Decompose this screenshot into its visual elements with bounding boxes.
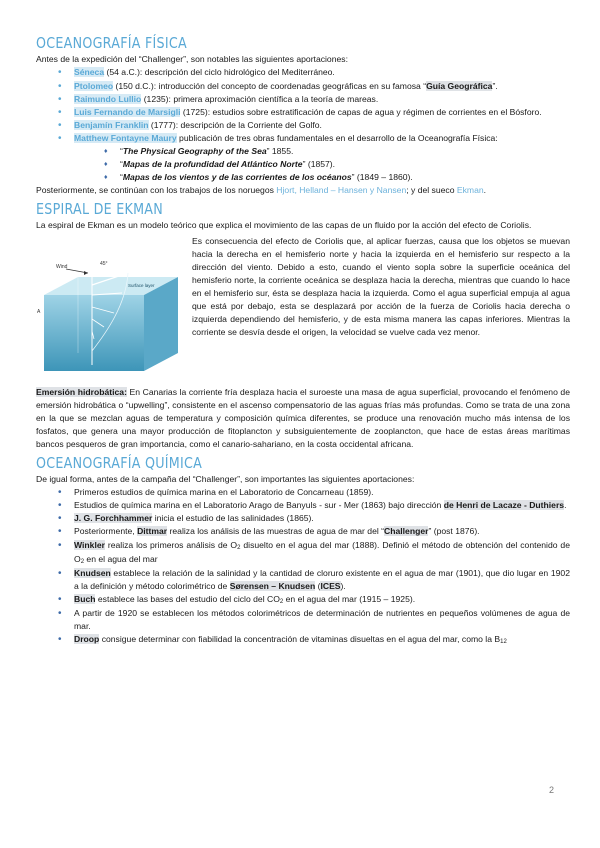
norwegian-names: Hjort, Helland – Hansen y Nansen [276,185,407,195]
section-title-fisica: OCEANOGRAFÍA FÍSICA [36,34,187,52]
item-text: inicia el estudio de las salinidades (1865). [152,513,314,524]
figure-label-wind: Wind [56,263,68,270]
work-year: ” (1857). [302,158,336,169]
fisica-intro: Antes de la expedición del “Challenger”, son notables las siguientes aportaciones: [36,54,348,65]
quote-open: “ [120,145,123,156]
emersion-text: En Canarias la corriente fría desplaza hacia el suroeste una masa de agua superficial, provocando el fenómeno de emersión hidrobática o “upwelling”, consistente en el ascenso compensatorio de las aguas frías más profundas. Como se trata de una zona en la que se mezclan aguas de temperatura y composición química diferentes, se produce una renovación mucho más intensa de los fosfatos, que genera una mayor producción de fitoplancton y subsiguientemente de zooplancton, que hace de estas áreas marítimas bancos pesqueros de gran importancia, como el canario-sahariano, en la costa occidental africana. [36,386,570,449]
list-item [36,525,570,538]
item-text: en el agua del mar [84,553,158,564]
subscript: 2 [237,544,241,551]
item-text: Posteriormente, [74,526,138,537]
person-name: Winkler [74,539,105,550]
item-text: ( [315,580,321,591]
list-item [36,132,570,145]
item-text: (1235): primera aproximación científica a la teoría de mareas. [141,93,379,104]
item-text: (54 a.C.): descripción del ciclo hidrológico del Mediterráneo. [104,67,335,78]
subscript: 12 [500,639,507,646]
outro-text: Posteriormente, se continúan con los trabajos de los noruegos [36,185,277,195]
quote-open: “ [120,158,123,169]
ekman-block [36,235,570,386]
person-name: J. G. Forchhammer [74,513,153,524]
person-name: Luis Fernando de Marsigli [74,106,181,117]
list-item [36,567,570,593]
list-item [36,106,570,119]
item-text: establece la relación de la salinidad y la cantidad de cloruro existente en el agua de mar (1901), que dio lugar en 1902 a la definición y método colorimétrico de [74,567,570,591]
list-item [36,119,570,132]
person-name: Séneca [74,67,105,78]
item-text: en el agua del mar (1915 – 1925). [283,593,416,604]
figure-label-angle: 45° [100,260,108,267]
person-name: Benjamín Franklin [74,119,149,130]
quimica-list [36,486,570,647]
ekman-body: Es consecuencia del efecto de Coriolis que, al aplicar fuerzas, causa que los objetos se muevan hacia la derecha en el hemisferio norte y hacia la izquierda en el hemisferio sur respecto a la dirección del viento. Debido a esto, cuando el viento sopla sobre la superficie oceánica del hemisferio norte, la corriente oceánica se desplaza hacia la derecha, mientras que cuando lo hace en el hemisferio sur, ésta se desplaza hacia la izquierda. Como el agua superficial empuja al agua que está por debajo, esta se desplazará por acción de la fuerza de Coriolis hacia derecha o izquierda dependiendo del hemisferio, y de esta misma manera las capas inferiores. Mientras la corriente se desvía desde el origen, la velocidad se vuelve cada vez menor. [192,235,570,337]
item-text: (1725): estudios sobre estratificación de capas de agua y régimen de corrientes en el Bósforo. [180,106,542,117]
item-text: (150 d.C.): introducción del concepto de coordenadas geográficas en su famosa “ [113,80,427,91]
fisica-outro [36,184,570,197]
work-year: ” 1855. [266,145,294,156]
list-item [36,593,570,607]
item-text: establece las bases del estudio del ciclo del CO [95,593,280,604]
subscript: 2 [80,558,85,565]
outro-text: . [483,185,487,195]
emersion-paragraph [36,386,570,451]
person-name: Buch [74,593,96,604]
item-text: . [564,500,567,511]
emersion-label: Emersión hidrobática: [36,386,127,397]
person-name: Raimundo Lullio [74,93,142,104]
item-text: ”. [492,80,498,91]
figure-label-a: A [37,308,41,315]
list-item [36,486,570,499]
list-item [36,171,570,184]
bold-term: ICES [320,580,341,591]
person-name: Matthew Fontayne Maury [74,132,177,143]
list-item [36,93,570,106]
list-item [36,158,570,171]
work-title: Mapas de la profundidad del Atlántico Norte [122,158,303,169]
section-title-quimica: OCEANOGRAFÍA QUÍMICA [36,453,203,472]
document-page [36,34,570,647]
item-text: (1777): descripción de la Corriente del Golfo. [148,119,322,130]
quimica-intro: De igual forma, antes de la campaña del “Challenger”, son importantes las siguientes aportaciones: [36,474,415,485]
fisica-list [36,66,570,144]
item-text: consigue determinar con fiabilidad la concentración de vitaminas disueltas en el agua del mar, como la B [99,634,501,645]
item-text: disuelto en el agua del mar (1888). Definió el método de obtención del contenido de O [74,539,570,564]
list-item [36,66,570,79]
item-text: A partir de 1920 se establecen los métodos colorimétricos de determinación de nutrientes en pequeños volúmenes de agua de mar. [74,607,570,632]
person-name: Dittmar [137,526,168,537]
list-item [36,539,570,567]
list-item [36,145,570,158]
figure-label-surface: Surface layer [128,282,155,288]
ekman-intro: La espiral de Ekman es un modelo teórico que explica el movimiento de las capas de un fluido por la acción del efecto de Coriolis. [36,220,532,231]
bold-term: Guía Geográfica [426,80,493,91]
work-title: Mapas de los vientos y de las corrientes de los océanos [122,171,352,182]
outro-text: ; y del sueco [406,185,457,195]
list-item [36,607,570,633]
ekman-spiral-figure [36,255,186,375]
item-text: Primeros estudios de química marina en el Laboratorio de Concarneau (1859). [74,487,374,498]
item-text: Estudios de química marina en el Laboratorio Arago de Banyuls - sur - Mer (1863) bajo dirección [74,500,444,511]
section-title-ekman: ESPIRAL DE EKMAN [36,200,163,219]
bold-term: Challenger [384,526,429,537]
list-item [36,633,570,647]
person-name: Ptolomeo [74,80,114,91]
person-name: Knudsen [74,567,111,578]
item-text: ). [340,580,346,591]
item-text: realiza los primeros análisis de O [104,539,238,550]
item-text: publicación de tres obras fundamentales en el desarrollo de la Oceanografía Física: [176,132,498,143]
list-item [36,499,570,512]
subscript: 2 [279,598,284,605]
person-name: Droop [74,634,100,645]
quote-open: “ [120,171,123,182]
swedish-name: Ekman [456,185,484,195]
item-text: ” (post 1876). [428,526,480,537]
work-year: ” (1849 – 1860). [351,171,413,182]
maury-works-list [36,145,570,184]
person-name: de Henri de Lacaze - Duthiers [443,500,565,511]
bold-term: Sørensen – Knudsen [229,580,316,591]
list-item [36,80,570,93]
work-title: The Physical Geography of the Sea [122,145,267,156]
page-number: 2 [548,785,554,795]
list-item [36,512,570,525]
item-text: realiza los análisis de las muestras de agua de mar del “ [167,526,385,537]
